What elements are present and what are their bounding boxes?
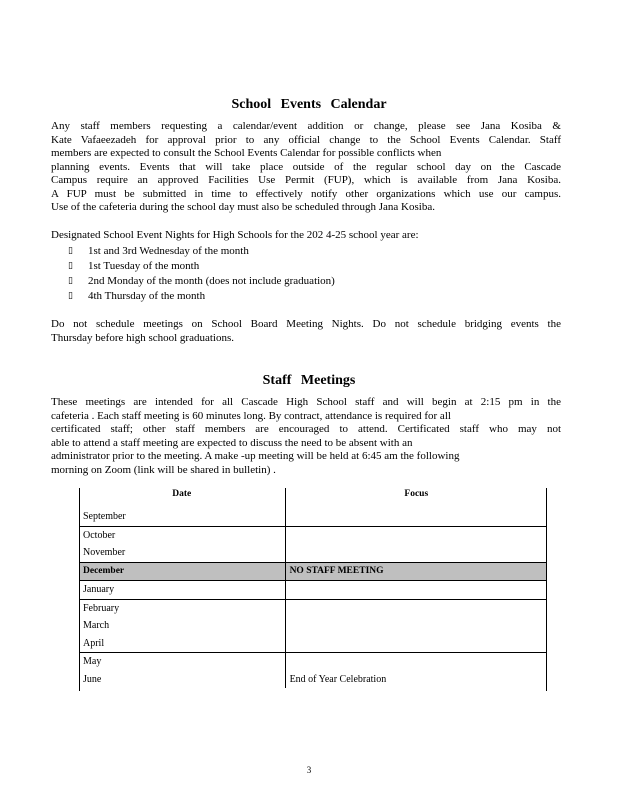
bullet-icon: ▯ [68,261,73,271]
list-item [68,274,335,289]
list-item [68,244,335,259]
date-header: Date [79,488,285,508]
event-nights-intro-text: Designated School Event Nights for High Schools for the 202 4-25 school year are: [51,229,419,241]
table-row [79,617,547,635]
calendar-paragraph [51,120,561,215]
event-nights-list [68,244,335,304]
note-line: Do not schedule meetings on School Board Meeting Nights. Do not schedule bridging events the [51,318,561,330]
list-item-text: 4th Thursday of the month [88,290,206,302]
date-cell: March [79,617,285,635]
table-row [79,508,547,526]
calendar-line: Campus require an approved Facilities Use Permit (FUP), which is available from Jana Kosiba. [51,174,561,186]
bullet-icon: ▯ [68,246,73,256]
meetings-line: morning on Zoom (link will be shared in bulletin) . [51,463,276,476]
calendar-line: Any staff members requesting a calendar/event addition or change, please see Jana Kosiba & [51,120,561,132]
meetings-title: Staff Meetings [262,373,356,388]
date-cell: November [79,544,285,562]
calendar-title: School Events Calendar [231,97,387,112]
meetings-paragraph [51,396,561,477]
focus-header: Focus [404,489,429,499]
event-nights-intro [51,229,561,243]
meetings-line: These meetings are intended for all Cascade High School staff and will begin at 2:15 pm in the [51,396,561,408]
table-row [79,544,547,562]
meetings-table [79,488,547,688]
bullet-icon: ▯ [68,276,73,286]
focus-cell [285,544,547,562]
scheduling-note [51,318,561,345]
date-cell: October [79,526,285,544]
meetings-line: certificated staff; other staff members are encouraged to attend. Certificated staff who may not [51,423,561,435]
meetings-line: administrator prior to the meeting. A make -up meeting will be held at 6:45 am the following [51,450,460,462]
table-right-border [546,488,547,691]
calendar-line: members are expected to consult the School Events Calendar for possible conflicts when [51,147,442,159]
meetings-line: cafeteria . Each staff meeting is 60 minutes long. By contract, attendance is required for all [51,409,451,422]
focus-cell [285,508,547,526]
list-item [68,259,335,274]
table-row [79,635,547,653]
calendar-line: A FUP must be submitted in time to effectively notify other organizations which use our campus. [51,187,561,200]
bullet-icon: ▯ [68,291,73,301]
table-row [79,526,547,544]
date-cell: September [79,508,285,526]
date-cell: December [79,562,285,581]
table-row [79,581,547,600]
table-row [79,599,547,617]
focus-cell [285,581,547,600]
list-item-text: 1st Tuesday of the month [88,260,200,272]
table-row [79,562,547,581]
focus-cell [285,617,547,635]
table-row [79,671,547,689]
calendar-line: planning events. Events that will take place outside of the regular school day on the Cascade [51,160,561,173]
focus-cell [285,635,547,653]
list-item-text: 1st and 3rd Wednesday of the month [88,245,249,257]
table-row [79,653,547,671]
page-number: 3 [306,765,312,775]
date-cell: April [79,635,285,653]
note-line: Thursday before high school graduations. [51,331,234,344]
table-left-border [79,488,80,691]
focus-cell: End of Year Celebration [289,673,387,685]
focus-cell [285,599,547,617]
date-cell: January [79,581,285,600]
table-header-row [79,488,547,508]
focus-cell [285,526,547,544]
focus-cell: NO STAFF MEETING [285,562,547,581]
list-item-text: 2nd Monday of the month (does not include graduation) [88,275,335,287]
calendar-line: Use of the cafeteria during the school day must also be scheduled through Jana Kosiba. [51,201,435,213]
meetings-line: able to attend a staff meeting are expected to discuss the need to be absent with an [51,436,413,449]
date-cell: May [79,653,285,671]
list-item [68,289,335,304]
date-cell: February [79,599,285,617]
calendar-line: Kate Vafaeezadeh for approval prior to any official change to the School Events Calendar. Staff [51,133,561,146]
date-cell: June [79,671,285,689]
focus-cell [285,653,547,671]
